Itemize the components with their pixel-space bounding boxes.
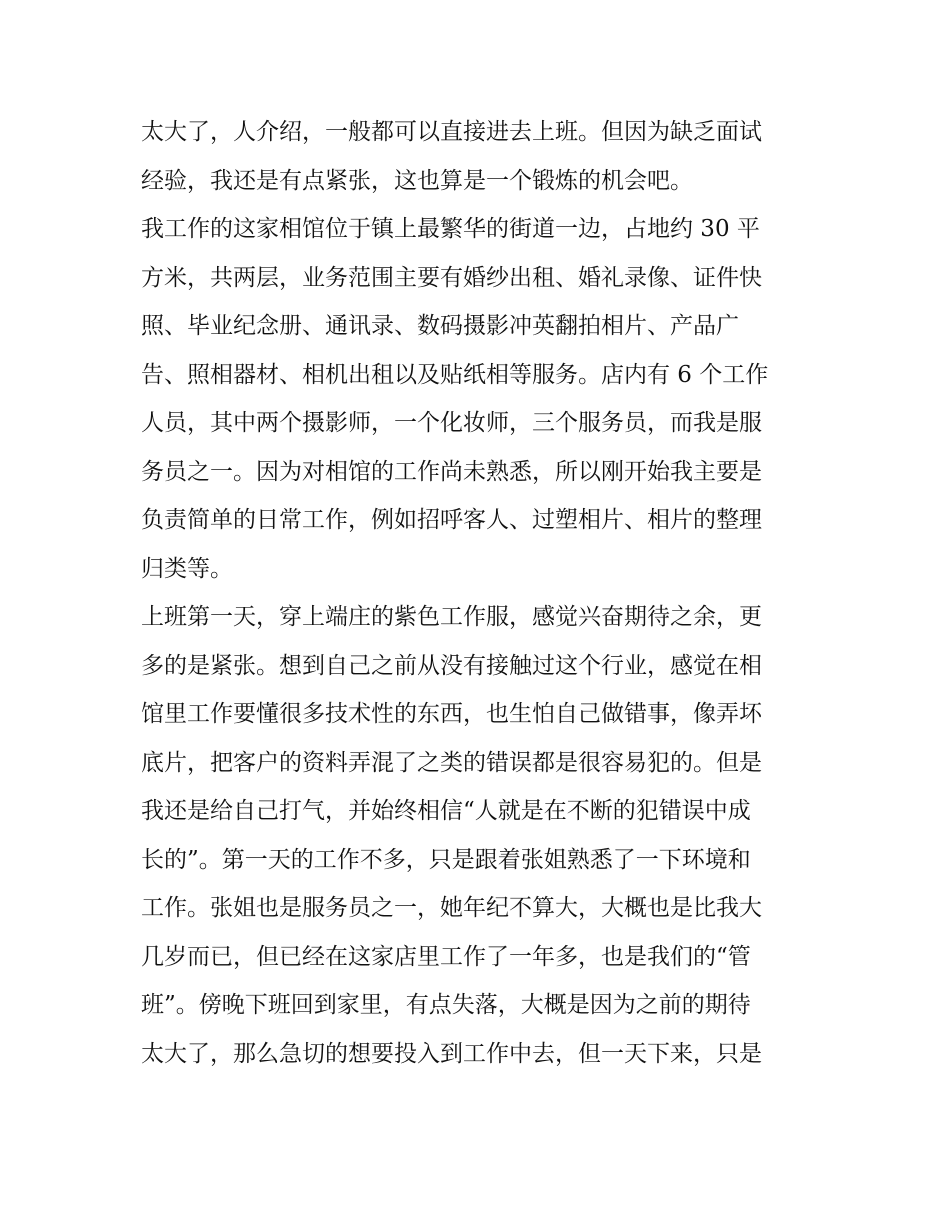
text-line-11: 上班第一天，穿上端庄的紫色工作服，感觉兴奋期待之余，更 bbox=[141, 604, 762, 630]
text-line-17: 工作。张姐也是服务员之一，她年纪不算大，大概也是比我大 bbox=[141, 895, 762, 921]
text-line-13: 馆里工作要懂很多技术性的东西，也生怕自己做错事，像弄坏 bbox=[141, 701, 762, 727]
body-text bbox=[141, 108, 841, 1078]
text-line-19: 班”。傍晚下班回到家里，有点失落，大概是因为之前的期待 bbox=[141, 992, 751, 1018]
text-line-10: 归类等。 bbox=[141, 555, 233, 582]
text-line-12: 多的是紧张。想到自己之前从没有接触过这个行业，感觉在相 bbox=[141, 652, 762, 679]
text-line-14: 底片，把客户的资料弄混了之类的错误都是很容易犯的。但是 bbox=[141, 749, 762, 776]
text-line-8: 务员之一。因为对相馆的工作尚未熟悉，所以刚开始我主要是 bbox=[141, 458, 762, 485]
text-line-20: 太大了，那么急切的想要投入到工作中去，但一天下来，只是 bbox=[141, 1040, 762, 1067]
text-line-6: 告、照相器材、相机出租以及贴纸相等服务。店内有 6 个工作 bbox=[141, 361, 769, 388]
text-line-16: 长的”。第一天的工作不多，只是跟着张姐熟悉了一下环境和 bbox=[141, 846, 751, 873]
text-line-7: 人员，其中两个摄影师，一个化妆师，三个服务员，而我是服 bbox=[141, 410, 762, 436]
text-line-3: 我工作的这家相馆位于镇上最繁华的街道一边，占地约 30 平 bbox=[141, 216, 760, 242]
text-line-18: 几岁而已，但已经在这家店里工作了一年多，也是我们的“管 bbox=[141, 943, 751, 970]
text-line-2: 经验，我还是有点紧张，这也算是一个锻炼的机会吧。 bbox=[141, 167, 693, 194]
text-line-15: 我还是给自己打气，并始终相信“人就是在不断的犯错误中成 bbox=[141, 798, 751, 824]
text-line-1: 太大了，人介绍，一般都可以直接进去上班。但因为缺乏面试 bbox=[141, 119, 762, 145]
text-line-5: 照、毕业纪念册、通讯录、数码摄影冲英翻拍相片、产品广 bbox=[141, 313, 739, 339]
text-line-9: 负责简单的日常工作，例如招呼客人、过塑相片、相片的整理 bbox=[141, 507, 762, 533]
text-line-4: 方米，共两层，业务范围主要有婚纱出租、婚礼录像、证件快 bbox=[141, 264, 762, 291]
